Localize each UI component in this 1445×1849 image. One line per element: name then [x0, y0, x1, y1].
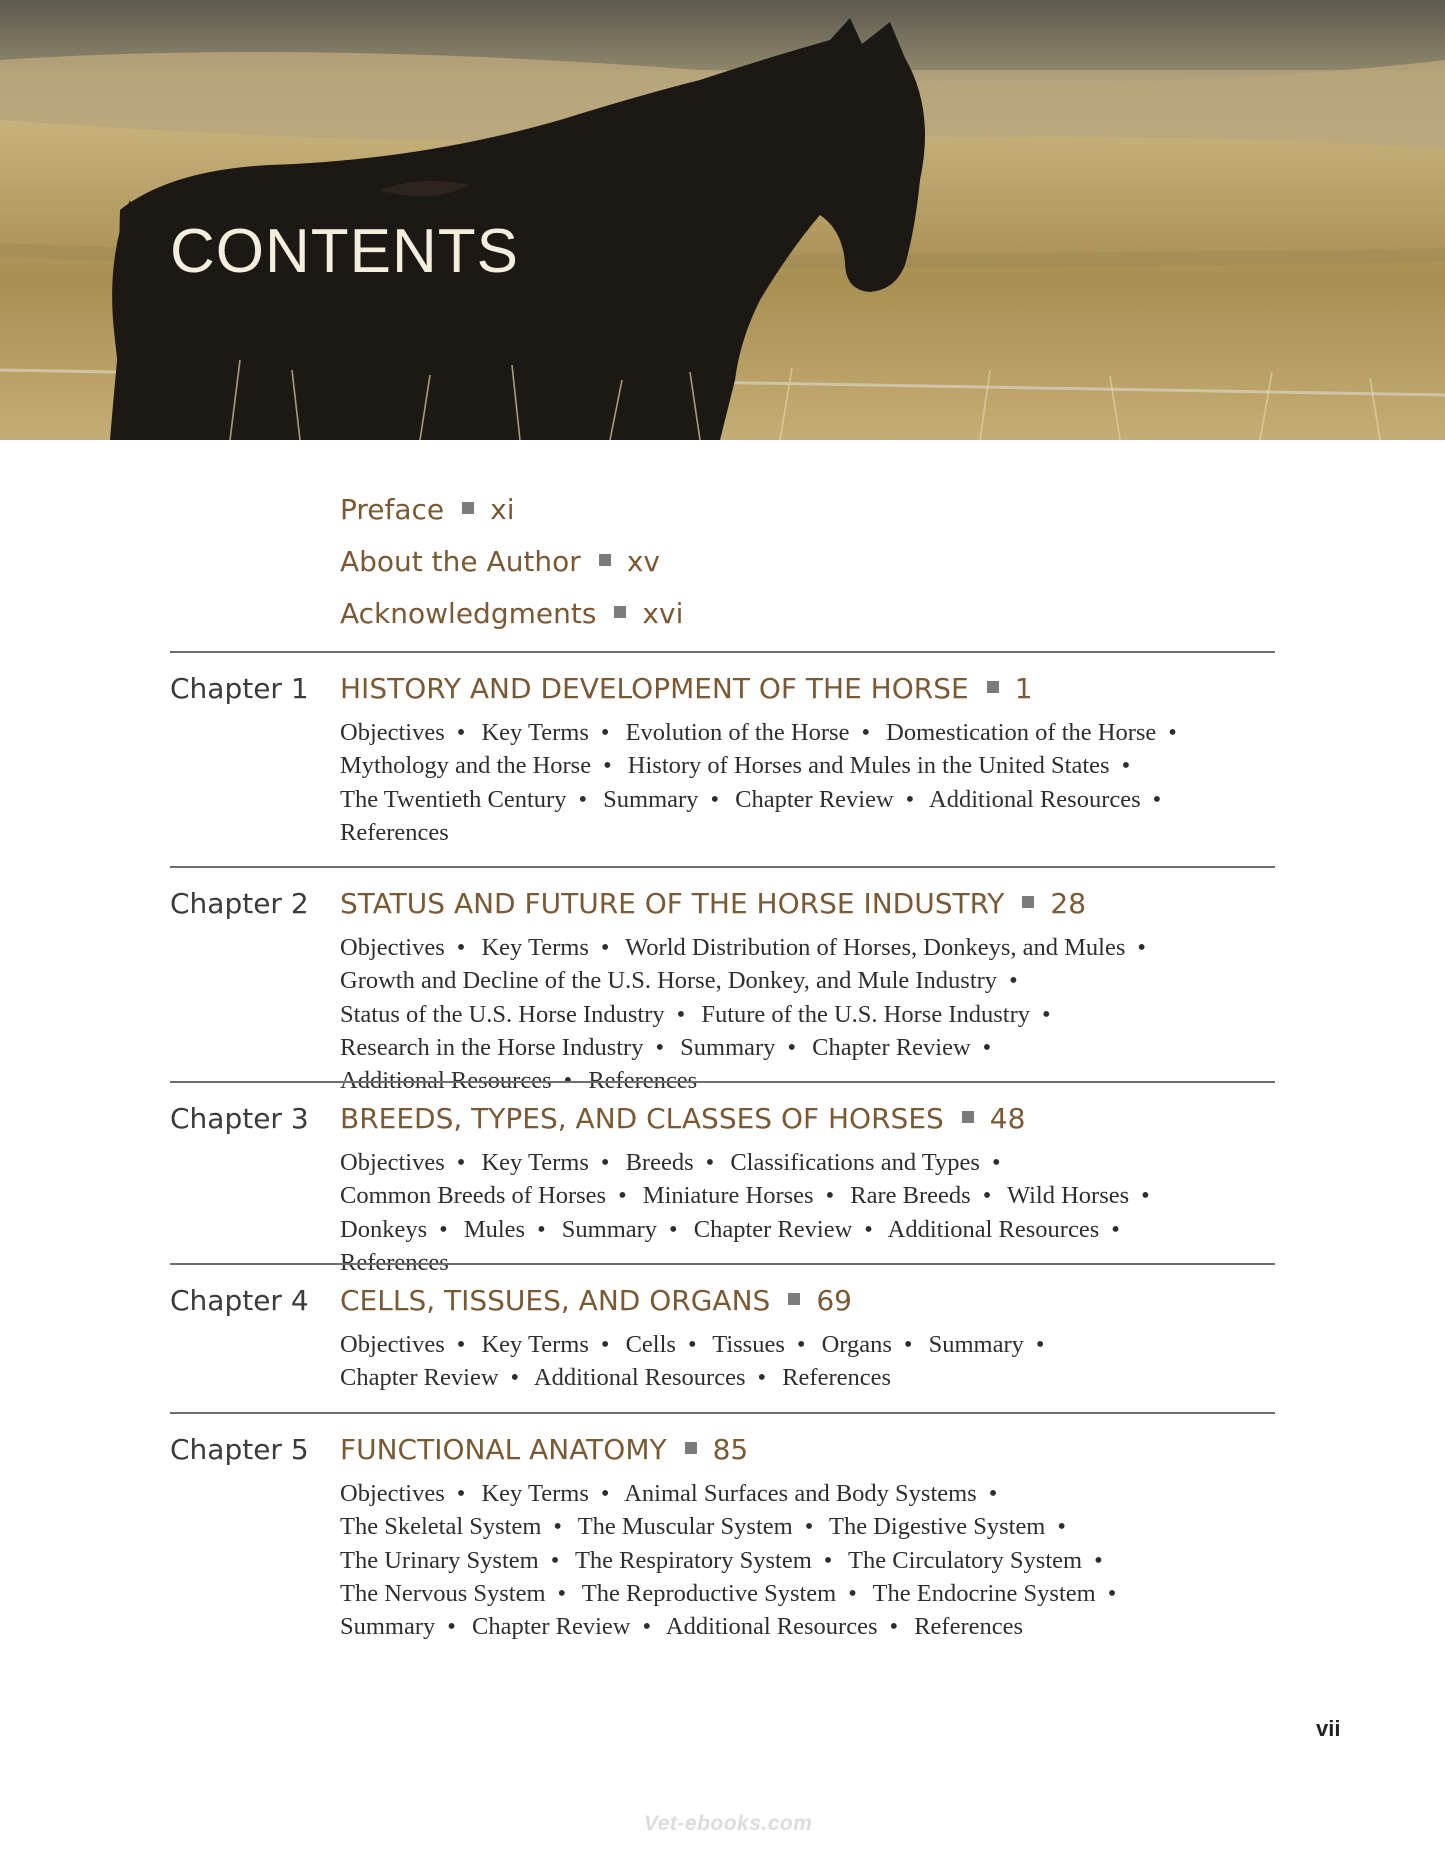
topic-item[interactable]: The Urinary System — [340, 1546, 539, 1574]
bullet-separator-icon: • — [1009, 967, 1018, 995]
topic-item[interactable]: Animal Surfaces and Body Systems — [624, 1480, 977, 1507]
square-bullet-icon — [962, 1111, 974, 1123]
topic-item[interactable]: Evolution of the Horse — [625, 719, 850, 746]
topic-item[interactable]: The Skeletal System — [340, 1513, 542, 1541]
bullet-separator-icon: • — [796, 1331, 806, 1358]
bullet-separator-icon: • — [456, 1480, 466, 1507]
bullet-separator-icon: • — [1035, 1331, 1045, 1358]
topic-item[interactable]: Organs — [821, 1331, 892, 1358]
bullet-separator-icon: • — [600, 1149, 610, 1176]
front-matter-page: xvi — [642, 597, 684, 630]
bullet-separator-icon: • — [787, 1033, 797, 1061]
chapter-entry-2[interactable] — [170, 887, 1280, 1095]
bullet-separator-icon: • — [600, 719, 610, 746]
watermark: Vet-ebooks.com — [644, 1812, 813, 1835]
topic-item[interactable]: Rare Breeds — [850, 1182, 971, 1210]
square-bullet-icon — [685, 1442, 697, 1454]
topic-item[interactable]: Donkeys — [340, 1215, 428, 1243]
front-matter-about-author[interactable] — [340, 536, 683, 588]
topic-item[interactable]: Chapter Review — [812, 1033, 971, 1061]
topic-item[interactable]: Additional Resources — [665, 1613, 878, 1641]
topic-item[interactable]: Summary — [680, 1033, 776, 1061]
topic-item[interactable]: Tissues — [712, 1331, 785, 1358]
bullet-separator-icon: • — [864, 1215, 873, 1243]
bullet-separator-icon: • — [456, 1149, 466, 1176]
hero-banner — [0, 0, 1445, 440]
bullet-separator-icon: • — [600, 934, 610, 961]
square-bullet-icon — [614, 606, 626, 618]
topic-item[interactable]: World Distribution of Horses, Donkeys, and Mules — [625, 934, 1126, 961]
topic-item[interactable]: Key Terms — [481, 1149, 589, 1176]
topic-item[interactable]: Summary — [340, 1613, 436, 1641]
topic-item[interactable]: References — [914, 1613, 1024, 1641]
chapter-page: 28 — [1050, 887, 1087, 920]
divider — [170, 1412, 1275, 1414]
page-number: vii — [1316, 1716, 1341, 1741]
chapter-label: Chapter 4 — [170, 1284, 309, 1317]
topic-item[interactable]: The Twentieth Century — [340, 785, 567, 813]
topic-item[interactable]: References — [588, 1067, 698, 1095]
front-matter-page: xv — [626, 545, 660, 578]
bullet-separator-icon: • — [1107, 1579, 1117, 1607]
bullet-separator-icon: • — [447, 1613, 456, 1641]
topic-item[interactable]: Breeds — [625, 1149, 694, 1176]
bullet-separator-icon: • — [563, 1067, 573, 1095]
bullet-separator-icon: • — [655, 1033, 665, 1061]
square-bullet-icon — [599, 554, 611, 566]
topic-item[interactable]: Summary — [603, 785, 699, 813]
bullet-separator-icon: • — [669, 1215, 678, 1243]
divider — [170, 866, 1275, 868]
topic-item[interactable]: Classifications and Types — [730, 1149, 980, 1176]
bullet-separator-icon: • — [676, 1000, 686, 1028]
topic-item[interactable]: Objectives — [340, 1480, 445, 1507]
topic-item[interactable]: Chapter Review — [340, 1364, 499, 1392]
topic-item[interactable]: Future of the U.S. Horse Industry — [701, 1000, 1030, 1028]
bullet-separator-icon: • — [600, 1331, 610, 1358]
bullet-separator-icon: • — [848, 1579, 857, 1607]
bullet-separator-icon: • — [1141, 1182, 1150, 1210]
topic-item[interactable]: Key Terms — [481, 719, 589, 746]
bullet-separator-icon: • — [1168, 719, 1177, 746]
bullet-separator-icon: • — [705, 1149, 715, 1176]
chapter-label: Chapter 3 — [170, 1102, 309, 1135]
topic-item[interactable]: Summary — [928, 1331, 1024, 1358]
square-bullet-icon — [788, 1293, 800, 1305]
bullet-separator-icon: • — [456, 934, 466, 961]
bullet-separator-icon: • — [825, 1182, 835, 1210]
topic-item[interactable]: References — [782, 1364, 892, 1392]
front-matter-title: Acknowledgments — [340, 597, 597, 630]
topic-item[interactable]: The Respiratory System — [574, 1546, 812, 1574]
bullet-separator-icon: • — [537, 1215, 546, 1243]
bullet-separator-icon: • — [600, 1480, 610, 1507]
bullet-separator-icon: • — [687, 1331, 697, 1358]
bullet-separator-icon: • — [456, 719, 466, 746]
chapter-topics — [340, 1328, 1220, 1395]
topic-item[interactable]: Objectives — [340, 1331, 445, 1358]
chapter-heading[interactable] — [340, 1433, 748, 1466]
topic-item[interactable]: Cells — [625, 1331, 676, 1358]
bullet-separator-icon: • — [903, 1331, 913, 1358]
bullet-separator-icon: • — [1041, 1000, 1051, 1028]
chapter-topics — [340, 1146, 1220, 1279]
divider — [170, 651, 1275, 653]
bullet-separator-icon: • — [578, 785, 588, 813]
chapter-page: 1 — [1014, 672, 1033, 705]
topic-item[interactable]: The Muscular System — [577, 1513, 793, 1541]
bullet-separator-icon: • — [991, 1149, 1001, 1176]
chapter-heading[interactable] — [340, 672, 1033, 705]
bullet-separator-icon: • — [988, 1480, 998, 1507]
chapter-heading[interactable] — [340, 1102, 1025, 1135]
chapter-page: 48 — [989, 1102, 1026, 1135]
bullet-separator-icon: • — [905, 785, 915, 813]
topic-item[interactable]: Objectives — [340, 719, 445, 746]
topic-item[interactable]: Objectives — [340, 934, 445, 961]
chapter-topics — [340, 716, 1220, 849]
topic-item[interactable]: Common Breeds of Horses — [340, 1182, 607, 1210]
topic-item[interactable]: The Digestive System — [828, 1513, 1046, 1541]
bullet-separator-icon: • — [1057, 1513, 1066, 1541]
topic-item[interactable]: Additional Resources — [340, 1067, 552, 1095]
topic-item[interactable]: Wild Horses — [1006, 1182, 1130, 1210]
chapter-entry-1[interactable] — [170, 672, 1280, 852]
bullet-separator-icon: • — [804, 1513, 814, 1541]
bullet-separator-icon: • — [1111, 1215, 1120, 1243]
bullet-separator-icon: • — [439, 1215, 448, 1243]
chapter-entry-4[interactable] — [170, 1284, 1280, 1399]
topic-item[interactable]: Additional Resources — [929, 785, 1141, 813]
topic-item[interactable]: The Nervous System — [340, 1579, 546, 1607]
bullet-separator-icon: • — [982, 1182, 992, 1210]
chapter-heading[interactable] — [340, 887, 1086, 920]
chapter-topics — [340, 1477, 1220, 1643]
topic-item[interactable]: Objectives — [340, 1149, 445, 1176]
bullet-separator-icon: • — [1137, 934, 1146, 961]
topic-item[interactable]: Chapter Review — [735, 785, 894, 813]
topic-item[interactable]: The Circulatory System — [848, 1546, 1083, 1574]
bullet-separator-icon: • — [557, 1579, 567, 1607]
bullet-separator-icon: • — [603, 752, 612, 780]
square-bullet-icon — [462, 502, 474, 514]
topic-item[interactable]: Key Terms — [481, 1331, 589, 1358]
topic-item[interactable]: History of Horses and Mules in the United States — [627, 752, 1110, 780]
topic-item[interactable]: Chapter Review — [693, 1215, 853, 1243]
topic-item[interactable]: Miniature Horses — [642, 1182, 814, 1210]
bullet-separator-icon: • — [861, 719, 871, 746]
bullet-separator-icon: • — [757, 1364, 767, 1392]
chapter-title: CELLS, TISSUES, AND ORGANS — [340, 1284, 771, 1317]
topic-item[interactable]: The Reproductive System — [581, 1579, 837, 1607]
chapter-label: Chapter 5 — [170, 1433, 309, 1466]
topic-item[interactable]: Key Terms — [481, 934, 589, 961]
chapter-heading[interactable] — [340, 1284, 852, 1317]
bullet-separator-icon: • — [982, 1033, 992, 1061]
divider — [170, 1263, 1275, 1265]
bullet-separator-icon: • — [510, 1364, 520, 1392]
bullet-separator-icon: • — [710, 785, 720, 813]
front-matter-page: xi — [490, 493, 515, 526]
front-matter-acknowledgments[interactable] — [340, 588, 683, 640]
front-matter-list — [340, 484, 683, 640]
chapter-page: 69 — [816, 1284, 852, 1317]
chapter-title: HISTORY AND DEVELOPMENT OF THE HORSE — [340, 672, 969, 705]
divider — [170, 1081, 1275, 1083]
topic-item[interactable]: Key Terms — [481, 1480, 589, 1507]
front-matter-title: About the Author — [340, 545, 581, 578]
chapter-page: 85 — [712, 1433, 749, 1466]
topic-item[interactable]: Growth and Decline of the U.S. Horse, Donkey, and Mule Industry — [340, 967, 998, 995]
square-bullet-icon — [1022, 896, 1034, 908]
chapter-title: STATUS AND FUTURE OF THE HORSE INDUSTRY — [340, 887, 1005, 920]
bullet-separator-icon: • — [553, 1513, 562, 1541]
page-title: CONTENTS — [170, 217, 519, 286]
chapter-entry-5[interactable] — [170, 1433, 1280, 1653]
bullet-separator-icon: • — [1121, 752, 1131, 780]
bullet-separator-icon: • — [456, 1331, 466, 1358]
front-matter-preface[interactable] — [340, 484, 683, 536]
chapter-entry-3[interactable] — [170, 1102, 1280, 1276]
topic-item[interactable]: References — [340, 818, 449, 846]
chapter-label: Chapter 1 — [170, 672, 309, 705]
bullet-separator-icon: • — [823, 1546, 833, 1574]
topic-item[interactable]: Chapter Review — [471, 1613, 631, 1641]
chapter-title: BREEDS, TYPES, AND CLASSES OF HORSES — [340, 1102, 944, 1135]
bullet-separator-icon: • — [618, 1182, 627, 1210]
topic-item[interactable]: Summary — [561, 1215, 658, 1243]
topic-item[interactable]: The Endocrine System — [872, 1579, 1096, 1607]
bullet-separator-icon: • — [1152, 785, 1162, 813]
chapter-title: FUNCTIONAL ANATOMY — [340, 1433, 667, 1466]
bullet-separator-icon: • — [889, 1613, 899, 1641]
topic-item[interactable]: Status of the U.S. Horse Industry — [340, 1000, 665, 1028]
bullet-separator-icon: • — [1094, 1546, 1103, 1574]
topic-item[interactable]: Additional Resources — [533, 1364, 746, 1392]
chapter-label: Chapter 2 — [170, 887, 309, 920]
topic-item[interactable]: Domestication of the Horse — [886, 719, 1157, 746]
chapter-topics — [340, 931, 1220, 1097]
topic-item[interactable]: Mythology and the Horse — [340, 752, 592, 780]
bullet-separator-icon: • — [642, 1613, 652, 1641]
bullet-separator-icon: • — [550, 1546, 560, 1574]
topic-item[interactable]: References — [340, 1248, 449, 1276]
topic-item[interactable]: Additional Resources — [887, 1215, 1100, 1243]
square-bullet-icon — [987, 681, 999, 693]
front-matter-title: Preface — [340, 493, 445, 526]
topic-item[interactable]: Research in the Horse Industry — [340, 1033, 644, 1061]
topic-item[interactable]: Mules — [463, 1215, 526, 1243]
